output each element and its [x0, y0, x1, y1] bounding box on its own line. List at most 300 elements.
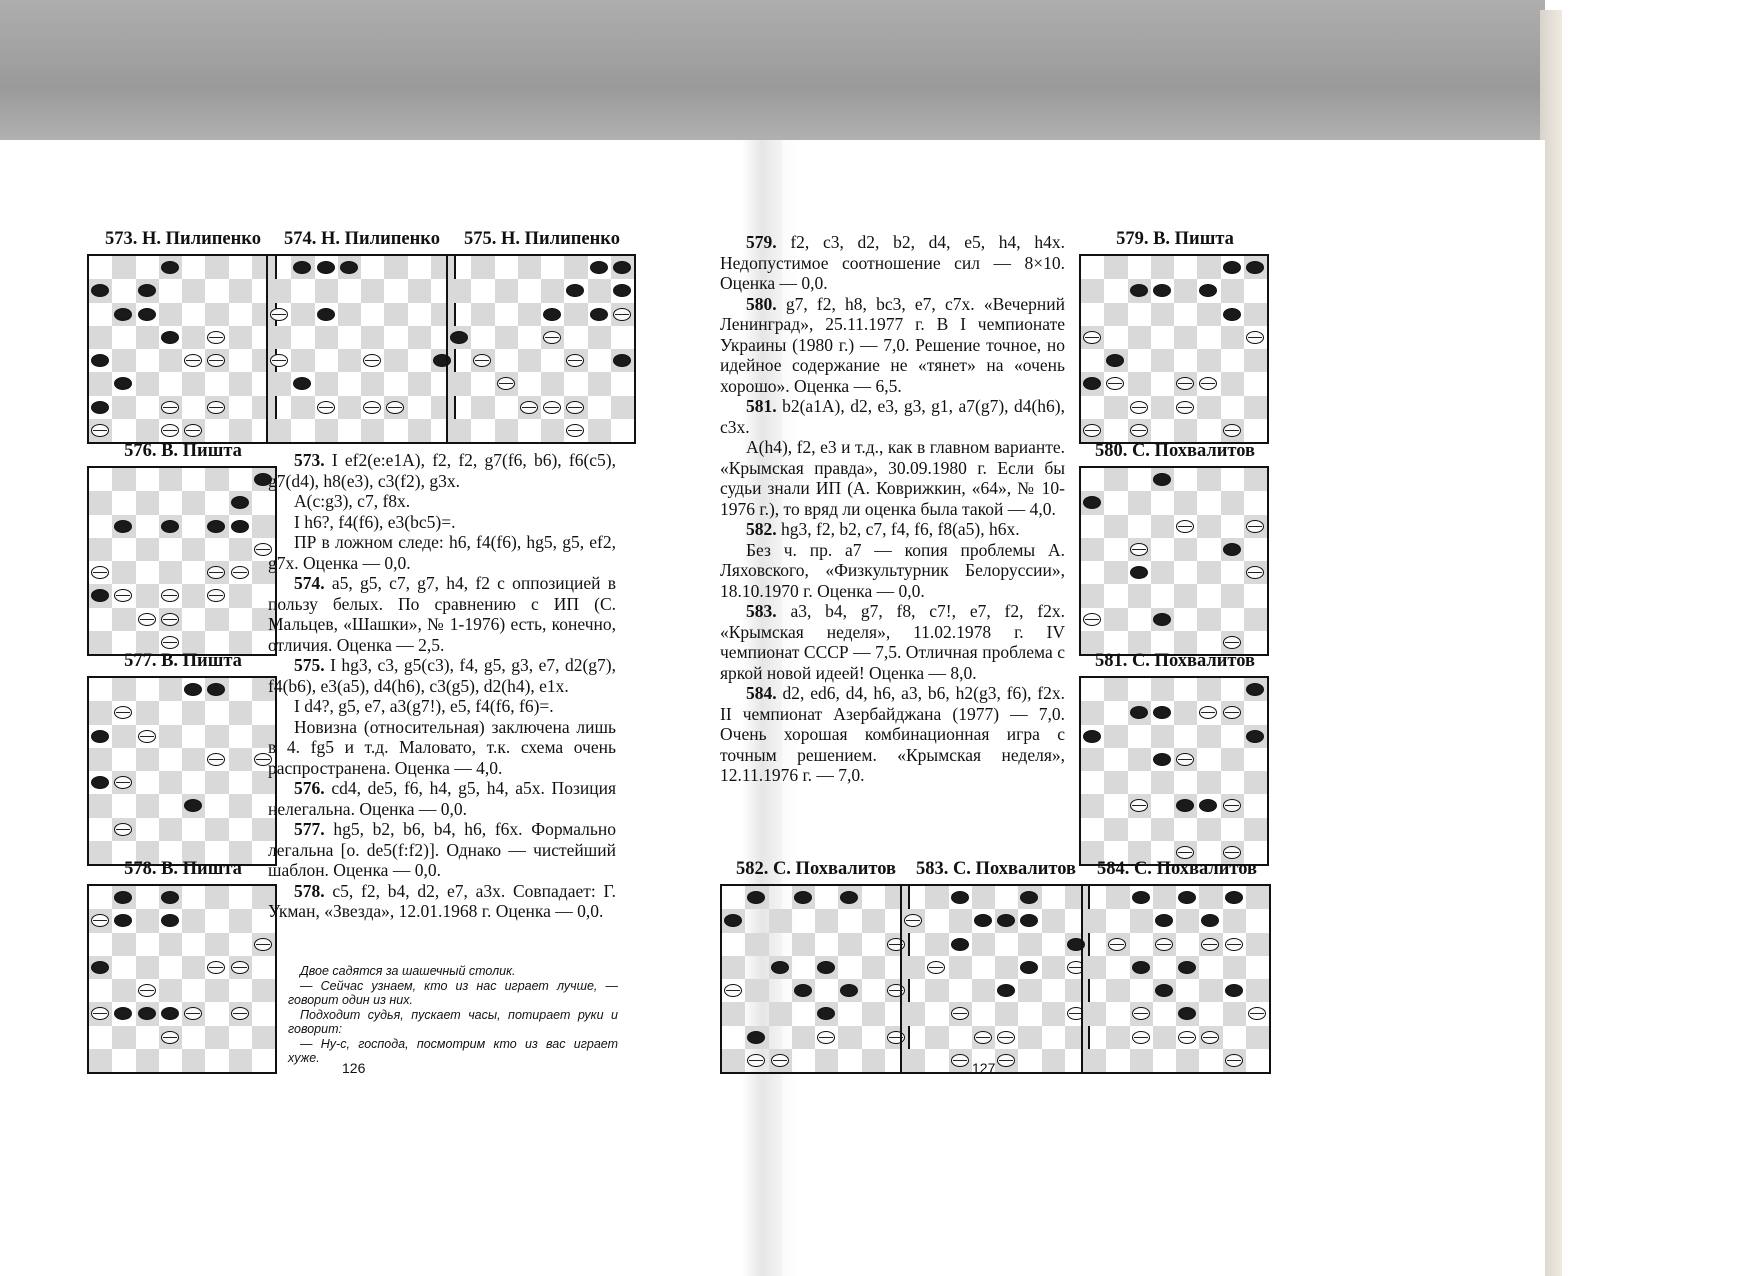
board-square — [205, 584, 228, 607]
black-checker-icon — [1130, 566, 1148, 579]
board-square — [1128, 468, 1151, 491]
board-square — [1104, 419, 1127, 442]
board-square — [611, 256, 634, 279]
board-square — [1081, 326, 1104, 349]
solution-number: 576. — [294, 778, 325, 798]
board-square — [1223, 886, 1246, 909]
board-square — [229, 326, 252, 349]
board-square — [1130, 886, 1153, 909]
board-square — [1176, 886, 1199, 909]
white-checker-icon — [1132, 1031, 1150, 1044]
board-square — [1244, 701, 1267, 724]
black-checker-icon — [997, 914, 1015, 927]
board-square — [1151, 561, 1174, 584]
board-square — [564, 279, 587, 302]
board-square — [1081, 256, 1104, 279]
board-square — [1174, 303, 1197, 326]
board-square — [159, 561, 182, 584]
board-square — [1083, 956, 1106, 979]
black-checker-icon — [184, 799, 202, 812]
board-square — [1106, 886, 1129, 909]
board-square — [136, 701, 159, 724]
board-square — [611, 349, 634, 372]
board-square — [471, 326, 494, 349]
board-square — [136, 303, 159, 326]
board-square — [1081, 701, 1104, 724]
board-square — [1244, 491, 1267, 514]
board-square — [1081, 608, 1104, 631]
board-square — [972, 979, 995, 1002]
board-square — [1176, 979, 1199, 1002]
board-square — [182, 561, 205, 584]
board-square — [205, 748, 228, 771]
board-square — [291, 279, 314, 302]
board-square — [1199, 1026, 1222, 1049]
board-square — [1197, 818, 1220, 841]
solution-paragraph — [720, 683, 1065, 786]
board-square — [89, 608, 112, 631]
board-square — [949, 909, 972, 932]
black-checker-icon — [138, 284, 156, 297]
board-square — [995, 1026, 1018, 1049]
board-square — [252, 979, 275, 1002]
scan-top-background — [0, 0, 1545, 160]
board-square — [769, 886, 792, 909]
board-square — [564, 303, 587, 326]
black-checker-icon — [771, 961, 789, 974]
board-square — [815, 886, 838, 909]
board-square — [1221, 303, 1244, 326]
board-square — [89, 279, 112, 302]
white-checker-icon — [1130, 424, 1148, 437]
board-square — [112, 933, 135, 956]
checkers-board — [1079, 466, 1269, 656]
board-square — [1151, 701, 1174, 724]
board-square — [611, 303, 634, 326]
board-square — [112, 725, 135, 748]
board-square — [972, 956, 995, 979]
black-checker-icon — [817, 1007, 835, 1020]
board-square — [182, 771, 205, 794]
diagram-title: 578. В. Пишта — [124, 859, 242, 879]
board-square — [229, 1002, 252, 1025]
board-square — [1176, 956, 1199, 979]
board-square — [1081, 468, 1104, 491]
board-square — [1153, 933, 1176, 956]
board-square — [112, 818, 135, 841]
board-square — [862, 979, 885, 1002]
board-square — [229, 468, 252, 491]
board-square — [112, 1049, 135, 1072]
board-square — [1130, 1026, 1153, 1049]
board-square — [541, 372, 564, 395]
board-square — [448, 419, 471, 442]
board-square — [205, 701, 228, 724]
board-square — [136, 956, 159, 979]
diagram-title: 576. В. Пишта — [124, 441, 242, 461]
white-checker-icon — [161, 401, 179, 414]
board-square — [229, 419, 252, 442]
joke-line: Подходит судья, пускает часы, потирает руки и говорит: — [288, 1007, 618, 1036]
diagram-title: 579. В. Пишта — [1116, 229, 1234, 249]
board-square — [1223, 909, 1246, 932]
board-square — [518, 256, 541, 279]
board-square — [1104, 608, 1127, 631]
board-square — [252, 1002, 275, 1025]
diagram-582 — [720, 858, 912, 880]
board-square — [361, 256, 384, 279]
board-square — [1153, 886, 1176, 909]
board-square — [1104, 794, 1127, 817]
board-square — [182, 678, 205, 701]
board-square — [1197, 303, 1220, 326]
board-square — [182, 979, 205, 1002]
board-square — [925, 886, 948, 909]
board-square — [1197, 678, 1220, 701]
solution-number: 581. — [746, 396, 777, 416]
board-square — [1244, 419, 1267, 442]
board-square — [1104, 491, 1127, 514]
board-square — [1151, 725, 1174, 748]
board-square — [518, 279, 541, 302]
black-checker-icon — [207, 520, 225, 533]
board-square — [205, 468, 228, 491]
board-square — [112, 771, 135, 794]
black-checker-icon — [590, 308, 608, 321]
checkers-board — [87, 254, 277, 444]
board-square — [588, 303, 611, 326]
board-square — [89, 256, 112, 279]
diagram-577 — [87, 650, 279, 672]
board-square — [182, 909, 205, 932]
board-square — [1018, 886, 1041, 909]
board-square — [1151, 515, 1174, 538]
board-square — [315, 279, 338, 302]
board-square — [1104, 818, 1127, 841]
board-square — [972, 1026, 995, 1049]
white-checker-icon — [161, 589, 179, 602]
board-square — [1221, 326, 1244, 349]
board-square — [1244, 326, 1267, 349]
board-square — [112, 256, 135, 279]
board-square — [252, 933, 275, 956]
joke-anecdote — [288, 964, 618, 1066]
joke-line: — Сейчас узнаем, кто из нас играет лучше, — говорит один из них. — [288, 978, 618, 1007]
white-checker-icon — [951, 1054, 969, 1067]
board-square — [182, 818, 205, 841]
board-square — [471, 303, 494, 326]
board-square — [384, 396, 407, 419]
board-square — [722, 1049, 745, 1072]
board-square — [291, 396, 314, 419]
board-square — [182, 1002, 205, 1025]
board-square — [611, 396, 634, 419]
board-square — [1151, 396, 1174, 419]
black-checker-icon — [91, 589, 109, 602]
board-square — [1176, 1049, 1199, 1072]
white-checker-icon — [161, 1031, 179, 1044]
board-square — [588, 279, 611, 302]
board-square — [89, 818, 112, 841]
board-square — [229, 909, 252, 932]
board-square — [182, 303, 205, 326]
board-square — [1223, 1049, 1246, 1072]
board-square — [1244, 303, 1267, 326]
board-square — [1104, 256, 1127, 279]
board-square — [1174, 349, 1197, 372]
white-checker-icon — [566, 354, 584, 367]
board-square — [722, 956, 745, 979]
board-square — [159, 818, 182, 841]
board-square — [722, 933, 745, 956]
board-square — [792, 886, 815, 909]
white-checker-icon — [1223, 706, 1241, 719]
solution-text: f2, c3, d2, b2, d4, e5, h4, h4x. Недопустимое соотношение сил — 8×10. Оценка — 0,0. — [720, 232, 1065, 293]
board-square — [588, 372, 611, 395]
board-square — [1174, 396, 1197, 419]
board-square — [1221, 491, 1244, 514]
white-checker-icon — [363, 401, 381, 414]
board-square — [89, 561, 112, 584]
board-square — [1197, 326, 1220, 349]
board-square — [229, 678, 252, 701]
board-square — [229, 491, 252, 514]
board-square — [89, 584, 112, 607]
board-square — [1081, 678, 1104, 701]
board-square — [291, 256, 314, 279]
black-checker-icon — [613, 284, 631, 297]
board-square — [1151, 303, 1174, 326]
white-checker-icon — [1132, 1007, 1150, 1020]
white-checker-icon — [566, 424, 584, 437]
solution-text: A(c:g3), c7, f8x. — [294, 491, 411, 511]
board-square — [136, 748, 159, 771]
diagram-583 — [900, 858, 1092, 880]
page-number-left: 126 — [342, 1060, 366, 1076]
solution-paragraph — [268, 778, 616, 819]
white-checker-icon — [1155, 938, 1173, 951]
board-square — [1128, 701, 1151, 724]
board-square — [1246, 1026, 1269, 1049]
board-square — [229, 794, 252, 817]
solution-paragraph — [720, 396, 1065, 437]
board-square — [1221, 396, 1244, 419]
black-checker-icon — [138, 308, 156, 321]
board-square — [541, 419, 564, 442]
board-square — [902, 979, 925, 1002]
white-checker-icon — [1130, 543, 1148, 556]
board-square — [89, 1002, 112, 1025]
board-square — [384, 349, 407, 372]
board-square — [112, 326, 135, 349]
black-checker-icon — [114, 891, 132, 904]
white-checker-icon — [1176, 401, 1194, 414]
white-checker-icon — [974, 1031, 992, 1044]
board-square — [1151, 538, 1174, 561]
board-square — [972, 933, 995, 956]
board-square — [1042, 1026, 1065, 1049]
board-square — [1151, 372, 1174, 395]
board-square — [182, 396, 205, 419]
solution-text: I ef2(e:e1A), f2, f2, g7(f6, b6), f6(c5), g7(d4), h8(e3), c3(f2), g3x. — [268, 450, 616, 491]
board-square — [112, 1026, 135, 1049]
board-square — [1174, 279, 1197, 302]
board-square — [862, 1026, 885, 1049]
board-square — [136, 349, 159, 372]
board-square — [182, 725, 205, 748]
black-checker-icon — [161, 1007, 179, 1020]
board-square — [1081, 515, 1104, 538]
board-square — [1106, 956, 1129, 979]
board-square — [1223, 933, 1246, 956]
board-square — [495, 372, 518, 395]
board-square — [1128, 326, 1151, 349]
board-square — [1081, 794, 1104, 817]
white-checker-icon — [231, 961, 249, 974]
board-square — [182, 794, 205, 817]
board-square — [495, 326, 518, 349]
board-square — [471, 372, 494, 395]
board-square — [1174, 794, 1197, 817]
board-square — [89, 349, 112, 372]
board-square — [159, 303, 182, 326]
board-square — [229, 1026, 252, 1049]
black-checker-icon — [184, 683, 202, 696]
board-square — [112, 701, 135, 724]
board-square — [159, 1049, 182, 1072]
black-checker-icon — [1153, 613, 1171, 626]
board-square — [541, 256, 564, 279]
board-square — [588, 326, 611, 349]
board-square — [159, 256, 182, 279]
board-square — [495, 419, 518, 442]
board-square — [159, 886, 182, 909]
board-square — [1174, 771, 1197, 794]
diagram-title: 577. В. Пишта — [124, 651, 242, 671]
board-square — [1130, 1002, 1153, 1025]
board-square — [182, 538, 205, 561]
board-square — [159, 396, 182, 419]
solution-text: A(h4), f2, e3 и т.д., как в главном варианте. «Крымская правда», 30.09.1980 г. Если бы судьи знали ИП (А. Коврижкин, «64», № 10-1976 г.), то вряд ли оценка была такой — 4,0. — [720, 437, 1065, 519]
solution-text: I hg3, c3, g5(c3), f4, g5, g3, e7, d2(g7), f4(b6), e3(a5), d4(h6), c3(g5), d2(h4), e1x. — [268, 655, 616, 696]
board-square — [136, 725, 159, 748]
board-square — [1106, 933, 1129, 956]
board-square — [1199, 886, 1222, 909]
board-square — [1197, 561, 1220, 584]
board-square — [1018, 1026, 1041, 1049]
white-checker-icon — [543, 331, 561, 344]
board-square — [182, 608, 205, 631]
board-square — [1151, 419, 1174, 442]
board-square — [1221, 584, 1244, 607]
board-square — [815, 979, 838, 1002]
board-square — [1153, 956, 1176, 979]
board-square — [205, 326, 228, 349]
black-checker-icon — [450, 331, 468, 344]
board-square — [541, 326, 564, 349]
board-square — [182, 468, 205, 491]
board-square — [972, 1002, 995, 1025]
board-square — [518, 372, 541, 395]
black-checker-icon — [91, 354, 109, 367]
board-square — [205, 538, 228, 561]
diagram-title: 580. С. Похвалитов — [1094, 441, 1256, 461]
board-square — [1104, 538, 1127, 561]
board-square — [1083, 1002, 1106, 1025]
black-checker-icon — [840, 984, 858, 997]
checkers-board — [1079, 254, 1269, 444]
board-square — [182, 1049, 205, 1072]
board-square — [268, 303, 291, 326]
board-square — [408, 279, 431, 302]
board-square — [1151, 279, 1174, 302]
board-square — [495, 396, 518, 419]
black-checker-icon — [724, 914, 742, 927]
board-square — [1081, 279, 1104, 302]
board-square — [949, 979, 972, 1002]
diagram-573 — [87, 228, 279, 250]
board-square — [722, 1026, 745, 1049]
board-square — [1128, 538, 1151, 561]
white-checker-icon — [114, 823, 132, 836]
board-square — [229, 886, 252, 909]
white-checker-icon — [1199, 706, 1217, 719]
board-square — [384, 256, 407, 279]
black-checker-icon — [590, 261, 608, 274]
black-checker-icon — [997, 984, 1015, 997]
board-square — [229, 396, 252, 419]
board-square — [1128, 256, 1151, 279]
solution-paragraph — [268, 491, 616, 512]
board-square — [291, 349, 314, 372]
board-square — [838, 979, 861, 1002]
board-square — [229, 748, 252, 771]
board-square — [1199, 909, 1222, 932]
solution-text: I d4?, g5, e7, a3(g7!), e5, f4(f6, f6)=. — [294, 696, 554, 716]
board-square — [1128, 279, 1151, 302]
board-square — [722, 1002, 745, 1025]
solution-text: c5, f2, b4, d2, e7, a3x. Совпадает: Г. Укман, «Звезда», 12.01.1968 г. Оценка — 0,0. — [268, 880, 616, 921]
board-square — [291, 419, 314, 442]
board-square — [518, 349, 541, 372]
board-square — [1018, 956, 1041, 979]
board-square — [182, 372, 205, 395]
board-square — [1221, 561, 1244, 584]
board-square — [1130, 979, 1153, 1002]
board-square — [448, 396, 471, 419]
board-square — [1176, 933, 1199, 956]
board-square — [1104, 725, 1127, 748]
board-square — [1197, 468, 1220, 491]
board-square — [792, 909, 815, 932]
board-square — [611, 419, 634, 442]
board-square — [769, 1002, 792, 1025]
board-square — [1128, 349, 1151, 372]
board-square — [159, 468, 182, 491]
board-square — [1176, 909, 1199, 932]
board-square — [815, 1026, 838, 1049]
board-square — [792, 933, 815, 956]
board-square — [229, 701, 252, 724]
board-square — [136, 1026, 159, 1049]
board-square — [205, 886, 228, 909]
board-square — [1104, 279, 1127, 302]
board-square — [159, 608, 182, 631]
board-square — [136, 909, 159, 932]
board-square — [182, 279, 205, 302]
black-checker-icon — [613, 261, 631, 274]
board-square — [1221, 349, 1244, 372]
